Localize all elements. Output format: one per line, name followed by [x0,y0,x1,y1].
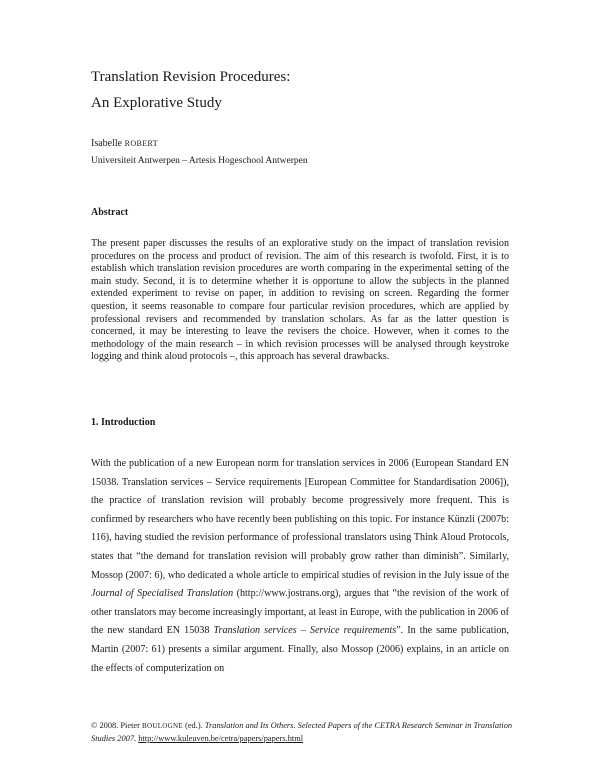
journal-name: Journal of Specialised Translation [91,588,234,600]
footer-publication: Translation and Its Others. Selected Papers of the CETRA Research Seminar in Translation Studies 2007 [91,721,513,743]
title-line-1: Translation Revision Procedures: [91,69,291,85]
introduction-paragraph [91,455,509,678]
author-first-name: Isabelle [91,138,125,149]
author-name [91,136,158,151]
section-heading-introduction: 1. Introduction [91,417,156,428]
intro-text-2: (http://www.jostrans.org), argues that “the revision of the work of other translators may become increasingly important, at least in Europe, with the publication in 2006 of the new standard EN 15038 [91,588,509,637]
abstract-text: The present paper discusses the results of an explorative study on the impact of translation revision procedures on the process and product of revision. The aim of this research is twofold. First, it is to establish which translation revision procedures are worth comparing in the experimental setting of the main study. Second, it is to determine whether it is opportune to allow the subjects in the planned extended experiment to revise on paper, in addition to revising on screen. Regarding the former question, it seems reasonable to compare four particular revision procedures, which are applied by professional revisers and recommended by translation scholars. As far as the latter question is concerned, it may be interesting to leave the revisers the choice. However, when it comes to the methodology of the main research – in which revision processes will be analysed through keystroke logging and think aloud protocols –, this approach has several drawbacks. [91,238,509,363]
page-footer [91,720,521,744]
intro-text-1: With the publication of a new European norm for translation services in 2006 (European Standard EN 15038. Translation services – Service requirements [European Committee for Standardisation 2006]), the practice of translation revision will probably become progressively more frequent. This is confirmed by researchers who have recently been publishing on this topic. For instance Künzli (2007b: 116), having studied the revision performance of professional translators using Think Aloud Protocols, states that “the demand for translation revision will probably grow rather than diminish”. Similarly, Mossop (2007: 6), who dedicated a whole article to empirical studies of revision in the July issue of the [91,458,509,581]
author-affiliation: Universiteit Antwerpen – Artesis Hogeschool Antwerpen [91,156,308,166]
intro-text-3: ”. In the same publication, Martin (2007: 61) presents a similar argument. Finally, also Mossop (2006) explains, in an article on the effects of computerization on [91,625,509,674]
footer-separator: . [134,733,139,743]
author-last-name: ROBERT [124,139,159,148]
standard-name: Translation services – Service requirements [213,625,397,637]
footer-copyright: © 2008. Pieter [91,721,143,730]
footer-editor: BOULOGNE [142,722,183,730]
footer-ed: (ed.). [182,721,205,730]
abstract-heading: Abstract [91,207,129,218]
footer-link[interactable]: http://www.kuleuven.be/cetra/papers/papers.html [138,733,304,743]
paper-title [91,64,290,116]
title-line-2: An Explorative Study [91,95,222,111]
